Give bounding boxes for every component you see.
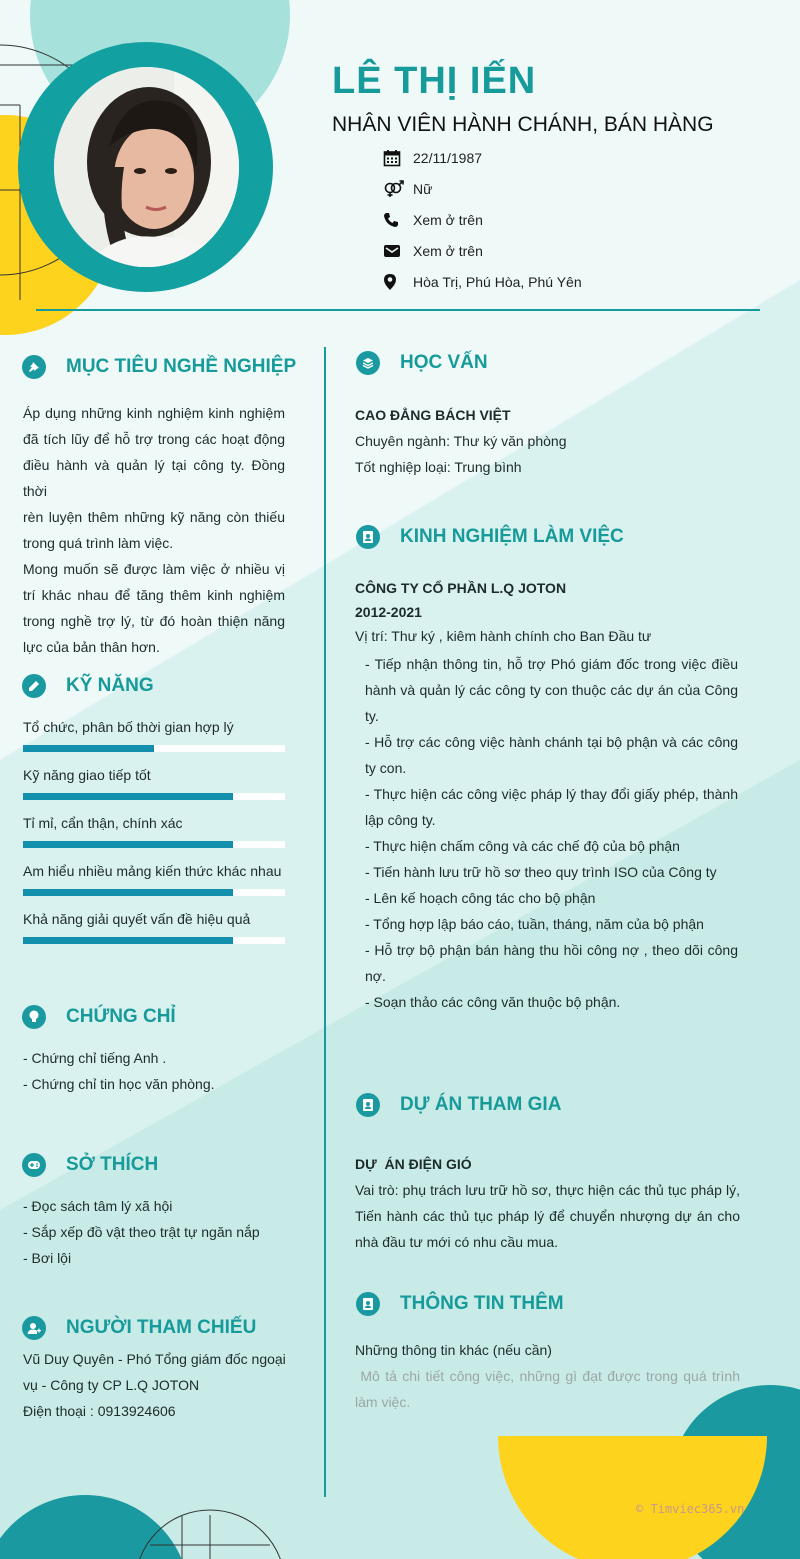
projects-text	[355, 1151, 740, 1255]
info-row-birthdate	[383, 142, 582, 173]
muted-line: Mô tả chi tiết công việc, những gì đạt được trong quá trình	[355, 1368, 740, 1384]
skill-item	[23, 863, 285, 896]
company-name: CÔNG TY CỔ PHẦN L.Q JOTON	[355, 580, 567, 596]
section-title: KỸ NĂNG	[66, 675, 154, 696]
skill-bar	[23, 841, 285, 848]
text-line: - Lên kế hoạch công tác cho bộ phận	[365, 890, 596, 906]
text-line: vụ - Công ty CP L.Q JOTON	[23, 1377, 200, 1393]
list-item: - Bơi lội	[23, 1250, 72, 1266]
section-extra-header	[356, 1292, 564, 1316]
text-line: trí khác nhau để tăng thêm kinh nghiệm	[23, 587, 285, 603]
info-row-gender	[383, 173, 582, 204]
id-card-icon	[356, 1093, 380, 1117]
text-line: Tốt nghiệp loại: Trung bình	[355, 459, 522, 475]
skill-item	[23, 815, 285, 848]
text-line: Vai trò: phụ trách lưu trữ hồ sơ, thực hiện các thủ tục pháp lý,	[355, 1182, 740, 1198]
section-objective-header	[22, 355, 296, 379]
id-card-icon	[356, 525, 380, 549]
section-title: THÔNG TIN THÊM	[400, 1293, 564, 1314]
info-text: Hòa Trị, Phú Hòa, Phú Yên	[413, 273, 582, 290]
skill-item	[23, 767, 285, 800]
project-name: DỰ ÁN ĐIỆN GIÓ	[355, 1156, 472, 1172]
text-line: - Hỗ trợ bộ phận bán hàng thu hồi công nợ , theo dõi công	[365, 942, 738, 958]
text-line: lực của bản thân hơn.	[23, 639, 160, 655]
school-name: CAO ĐẲNG BÁCH VIỆT	[355, 407, 511, 423]
section-title: CHỨNG CHỈ	[66, 1006, 176, 1027]
text-line: lập công ty.	[365, 812, 436, 828]
skill-label: Tỉ mỉ, cẩn thận, chính xác	[23, 815, 183, 831]
skill-bar	[23, 937, 285, 944]
objective-text	[23, 400, 285, 660]
info-row-phone	[383, 204, 582, 235]
text-line: - Soạn thảo các công văn thuộc bộ phận.	[365, 994, 621, 1010]
experience-duties	[365, 651, 738, 1015]
avatar	[54, 67, 239, 267]
text-line: ty.	[365, 708, 379, 724]
gender-icon	[383, 180, 413, 198]
skill-bar-fill	[23, 889, 233, 896]
text-line: nhà đầu tư mới có nhu cầu mua.	[355, 1234, 558, 1250]
phone-icon	[383, 212, 413, 228]
text-line: nợ.	[365, 968, 386, 984]
watermark: © Timviec365.vn	[636, 1502, 745, 1516]
section-references-header	[22, 1316, 256, 1340]
skill-label: Kỹ năng giao tiếp tốt	[23, 767, 151, 783]
user-plus-icon	[22, 1316, 46, 1340]
text-line: Điện thoại : 0913924606	[23, 1403, 176, 1419]
hobbies-list	[23, 1193, 285, 1271]
section-title: KINH NGHIỆM LÀM VIỆC	[400, 526, 624, 547]
job-title: NHÂN VIÊN HÀNH CHÁNH, BÁN HÀNG	[332, 113, 714, 136]
text-line: - Hỗ trợ các công việc hành chánh tại bộ phận và các công	[365, 734, 738, 750]
section-title: DỰ ÁN THAM GIA	[400, 1094, 562, 1115]
text-line: trong nghề trợ lý, từ đó hoàn thiện năng	[23, 613, 285, 629]
text-line: ty con.	[365, 760, 407, 776]
text-line: Vũ Duy Quyên - Phó Tổng giám đốc ngoại	[23, 1351, 286, 1367]
skill-label: Am hiểu nhiều mảng kiến thức khác nhau	[23, 863, 282, 879]
id-card-icon	[356, 1292, 380, 1316]
skill-item	[23, 911, 285, 944]
section-certificates-header	[22, 1005, 176, 1029]
personal-info	[383, 142, 582, 297]
pin-icon	[22, 355, 46, 379]
skill-bar-fill	[23, 841, 233, 848]
skill-bar	[23, 889, 285, 896]
skill-bar	[23, 745, 285, 752]
education-text	[355, 402, 740, 480]
text-line: đã tích lũy để hỗ trợ trong các hoạt động	[23, 431, 285, 447]
text-line: rèn luyện thêm những kỹ năng còn thiếu	[23, 509, 285, 525]
text-line: trong quá trình làm việc.	[23, 535, 174, 551]
list-item: - Chứng chỉ tiếng Anh .	[23, 1050, 167, 1066]
extra-text	[355, 1337, 740, 1415]
mail-icon	[383, 243, 413, 259]
text-line: Chuyên ngành: Thư ký văn phòng	[355, 433, 567, 449]
text-line: Những thông tin khác (nếu cần)	[355, 1342, 552, 1358]
skill-bar-fill	[23, 745, 154, 752]
skill-label: Tổ chức, phân bố thời gian hợp lý	[23, 719, 234, 735]
section-experience-header	[356, 525, 624, 549]
location-icon	[383, 273, 413, 291]
section-title: HỌC VẤN	[400, 352, 488, 373]
gamepad-icon	[22, 1153, 46, 1177]
info-row-email	[383, 235, 582, 266]
list-item: - Chứng chỉ tin học văn phòng.	[23, 1076, 215, 1092]
work-period: 2012-2021	[355, 604, 422, 620]
muted-line: làm việc.	[355, 1394, 411, 1410]
experience-header-text	[355, 576, 740, 648]
skill-bar-fill	[23, 937, 233, 944]
skill-bar	[23, 793, 285, 800]
text-line: - Tiến hành lưu trữ hồ sơ theo quy trình ISO của Công ty	[365, 864, 717, 880]
skill-bar-fill	[23, 793, 233, 800]
skill-label: Khả năng giải quyết vấn đề hiệu quả	[23, 911, 251, 927]
list-item: - Đọc sách tâm lý xã hội	[23, 1198, 173, 1214]
section-title: NGƯỜI THAM CHIẾU	[66, 1317, 257, 1338]
work-position: Vị trí: Thư ký , kiêm hành chính cho Ban Đầu tư	[355, 628, 652, 644]
list-item: - Sắp xếp đồ vật theo trật tự ngăn nắp	[23, 1224, 260, 1240]
text-line: điều hành và quản lý tại công ty. Đồng thời	[23, 457, 285, 499]
text-line: - Thực hiện các công việc pháp lý thay đổi giấy phép, thành	[365, 786, 738, 802]
text-line: - Tiếp nhận thông tin, hỗ trợ Phó giám đốc trong việc điều	[365, 656, 738, 672]
text-line: - Tổng hợp lập báo cáo, tuần, tháng, năm của bộ phận	[365, 916, 704, 932]
text-line: Mong muốn sẽ được làm việc ở nhiều vị	[23, 561, 285, 577]
text-line: - Thực hiện chấm công và các chế độ của bộ phận	[365, 838, 680, 854]
header-divider	[36, 309, 760, 311]
text-line: Tiến hành các thủ tục pháp lý để chuyển nhượng dự án cho	[355, 1208, 740, 1224]
column-divider	[324, 347, 326, 1497]
info-text: Nữ	[413, 180, 433, 197]
calendar-icon	[383, 149, 413, 167]
section-hobbies-header	[22, 1153, 158, 1177]
section-projects-header	[356, 1093, 561, 1117]
info-text: Xem ở trên	[413, 242, 483, 259]
info-text: Xem ở trên	[413, 211, 483, 228]
candidate-name: LÊ THỊ IẾN	[332, 60, 537, 102]
pencil-icon	[22, 674, 46, 698]
certificates-list	[23, 1045, 285, 1097]
section-title: MỤC TIÊU NGHỀ NGHIỆP	[66, 356, 297, 377]
references-text	[23, 1346, 298, 1424]
section-skills-header	[22, 674, 154, 698]
info-text: 22/11/1987	[413, 149, 483, 166]
lightbulb-icon	[22, 1005, 46, 1029]
section-education-header	[356, 351, 488, 375]
text-line: hành và quản lý các công ty con thuộc các dự án của Công	[365, 682, 738, 698]
skill-item	[23, 719, 285, 752]
info-row-address	[383, 266, 582, 297]
text-line: Áp dụng những kinh nghiệm kinh nghiệm	[23, 405, 285, 421]
layers-icon	[356, 351, 380, 375]
section-title: SỞ THÍCH	[66, 1154, 159, 1175]
